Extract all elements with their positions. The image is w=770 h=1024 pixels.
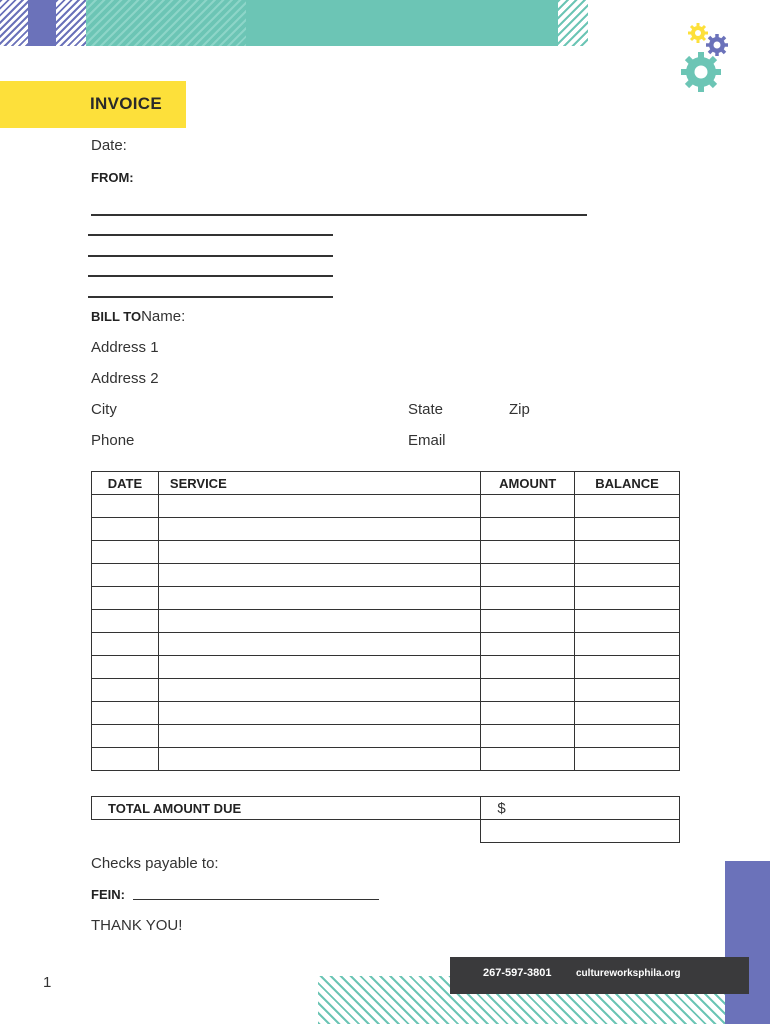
contact-phone: 267-597-3801 (483, 967, 552, 979)
from-line-4[interactable] (88, 275, 333, 277)
table-cell[interactable] (481, 748, 575, 771)
table-cell[interactable] (481, 656, 575, 679)
table-cell[interactable] (481, 495, 575, 518)
state-label: State (408, 401, 444, 418)
total-extra-blank (92, 820, 481, 843)
table-cell[interactable] (158, 702, 480, 725)
table-row (92, 587, 680, 610)
table-cell[interactable] (575, 656, 680, 679)
fein-line[interactable] (133, 899, 379, 900)
table-cell[interactable] (481, 564, 575, 587)
table-row (92, 656, 680, 679)
table-cell[interactable] (158, 518, 480, 541)
table-cell[interactable] (158, 633, 480, 656)
page-number: 1 (43, 974, 52, 991)
table-cell[interactable] (575, 541, 680, 564)
side-purple-bar (725, 861, 770, 1024)
table-cell[interactable] (575, 748, 680, 771)
table-cell[interactable] (481, 679, 575, 702)
table-cell[interactable] (92, 541, 159, 564)
city-label: City (91, 401, 117, 418)
total-label: TOTAL AMOUNT DUE (92, 797, 481, 820)
table-cell[interactable] (92, 702, 159, 725)
table-row (92, 495, 680, 518)
from-line-5[interactable] (88, 296, 333, 298)
table-cell[interactable] (481, 541, 575, 564)
bill-to-label: BILL TO (91, 309, 142, 324)
table-cell[interactable] (481, 587, 575, 610)
table-row (92, 679, 680, 702)
table-cell[interactable] (158, 541, 480, 564)
bill-to-row (91, 308, 185, 326)
total-table (91, 796, 680, 843)
table-cell[interactable] (92, 518, 159, 541)
zip-label: Zip (509, 401, 530, 418)
table-cell[interactable] (158, 495, 480, 518)
total-extra-row (92, 820, 680, 843)
table-cell[interactable] (158, 610, 480, 633)
email-label: Email (408, 432, 446, 449)
table-header-row (92, 472, 680, 495)
line-items-table (91, 471, 680, 771)
column-header-amount: AMOUNT (481, 472, 575, 495)
top-hatch-left (0, 0, 28, 46)
table-row (92, 725, 680, 748)
from-line-1[interactable] (91, 214, 587, 216)
total-amount-cell[interactable] (481, 797, 680, 820)
from-line-2[interactable] (88, 234, 333, 236)
column-header-service: SERVICE (158, 472, 480, 495)
table-cell[interactable] (92, 725, 159, 748)
table-cell[interactable] (575, 610, 680, 633)
table-cell[interactable] (575, 587, 680, 610)
table-cell[interactable] (158, 564, 480, 587)
table-cell[interactable] (575, 633, 680, 656)
table-cell[interactable] (575, 702, 680, 725)
table-cell[interactable] (92, 633, 159, 656)
table-cell[interactable] (158, 679, 480, 702)
thank-you-text: THANK YOU! (91, 917, 183, 934)
table-cell[interactable] (92, 679, 159, 702)
total-row (92, 797, 680, 820)
currency-symbol: $ (497, 799, 506, 817)
address1-label: Address 1 (91, 339, 159, 356)
table-cell[interactable] (92, 587, 159, 610)
table-cell[interactable] (481, 633, 575, 656)
from-line-3[interactable] (88, 255, 333, 257)
top-hatch-right (558, 0, 588, 46)
total-extra-cell[interactable] (481, 820, 680, 843)
table-row (92, 541, 680, 564)
table-cell[interactable] (481, 702, 575, 725)
top-teal-diagonal (86, 0, 246, 46)
table-row (92, 564, 680, 587)
table-cell[interactable] (158, 656, 480, 679)
column-header-balance: BALANCE (575, 472, 680, 495)
table-cell[interactable] (481, 725, 575, 748)
table-cell[interactable] (481, 610, 575, 633)
top-hatch-mid (56, 0, 86, 46)
table-cell[interactable] (575, 564, 680, 587)
fein-label: FEIN: (91, 887, 125, 902)
table-row (92, 748, 680, 771)
table-cell[interactable] (575, 518, 680, 541)
table-cell[interactable] (481, 518, 575, 541)
table-cell[interactable] (92, 610, 159, 633)
table-body (92, 495, 680, 771)
table-cell[interactable] (158, 748, 480, 771)
table-cell[interactable] (92, 495, 159, 518)
table-row (92, 702, 680, 725)
table-row (92, 610, 680, 633)
table-cell[interactable] (92, 748, 159, 771)
column-header-date: DATE (92, 472, 159, 495)
table-cell[interactable] (575, 495, 680, 518)
table-cell[interactable] (92, 656, 159, 679)
table-cell[interactable] (158, 725, 480, 748)
table-cell[interactable] (575, 725, 680, 748)
contact-website[interactable]: cultureworksphila.org (576, 968, 681, 979)
gears-icon (676, 20, 732, 96)
table-row (92, 518, 680, 541)
address2-label: Address 2 (91, 370, 159, 387)
page-title: INVOICE (90, 94, 163, 113)
date-label: Date: (91, 137, 127, 154)
checks-payable-label: Checks payable to: (91, 855, 219, 872)
phone-label: Phone (91, 432, 135, 449)
table-cell[interactable] (92, 564, 159, 587)
name-label: Name: (141, 308, 186, 325)
table-cell[interactable] (575, 679, 680, 702)
top-purple-block (28, 0, 56, 46)
from-label: FROM: (91, 170, 134, 185)
table-cell[interactable] (158, 587, 480, 610)
table-row (92, 633, 680, 656)
